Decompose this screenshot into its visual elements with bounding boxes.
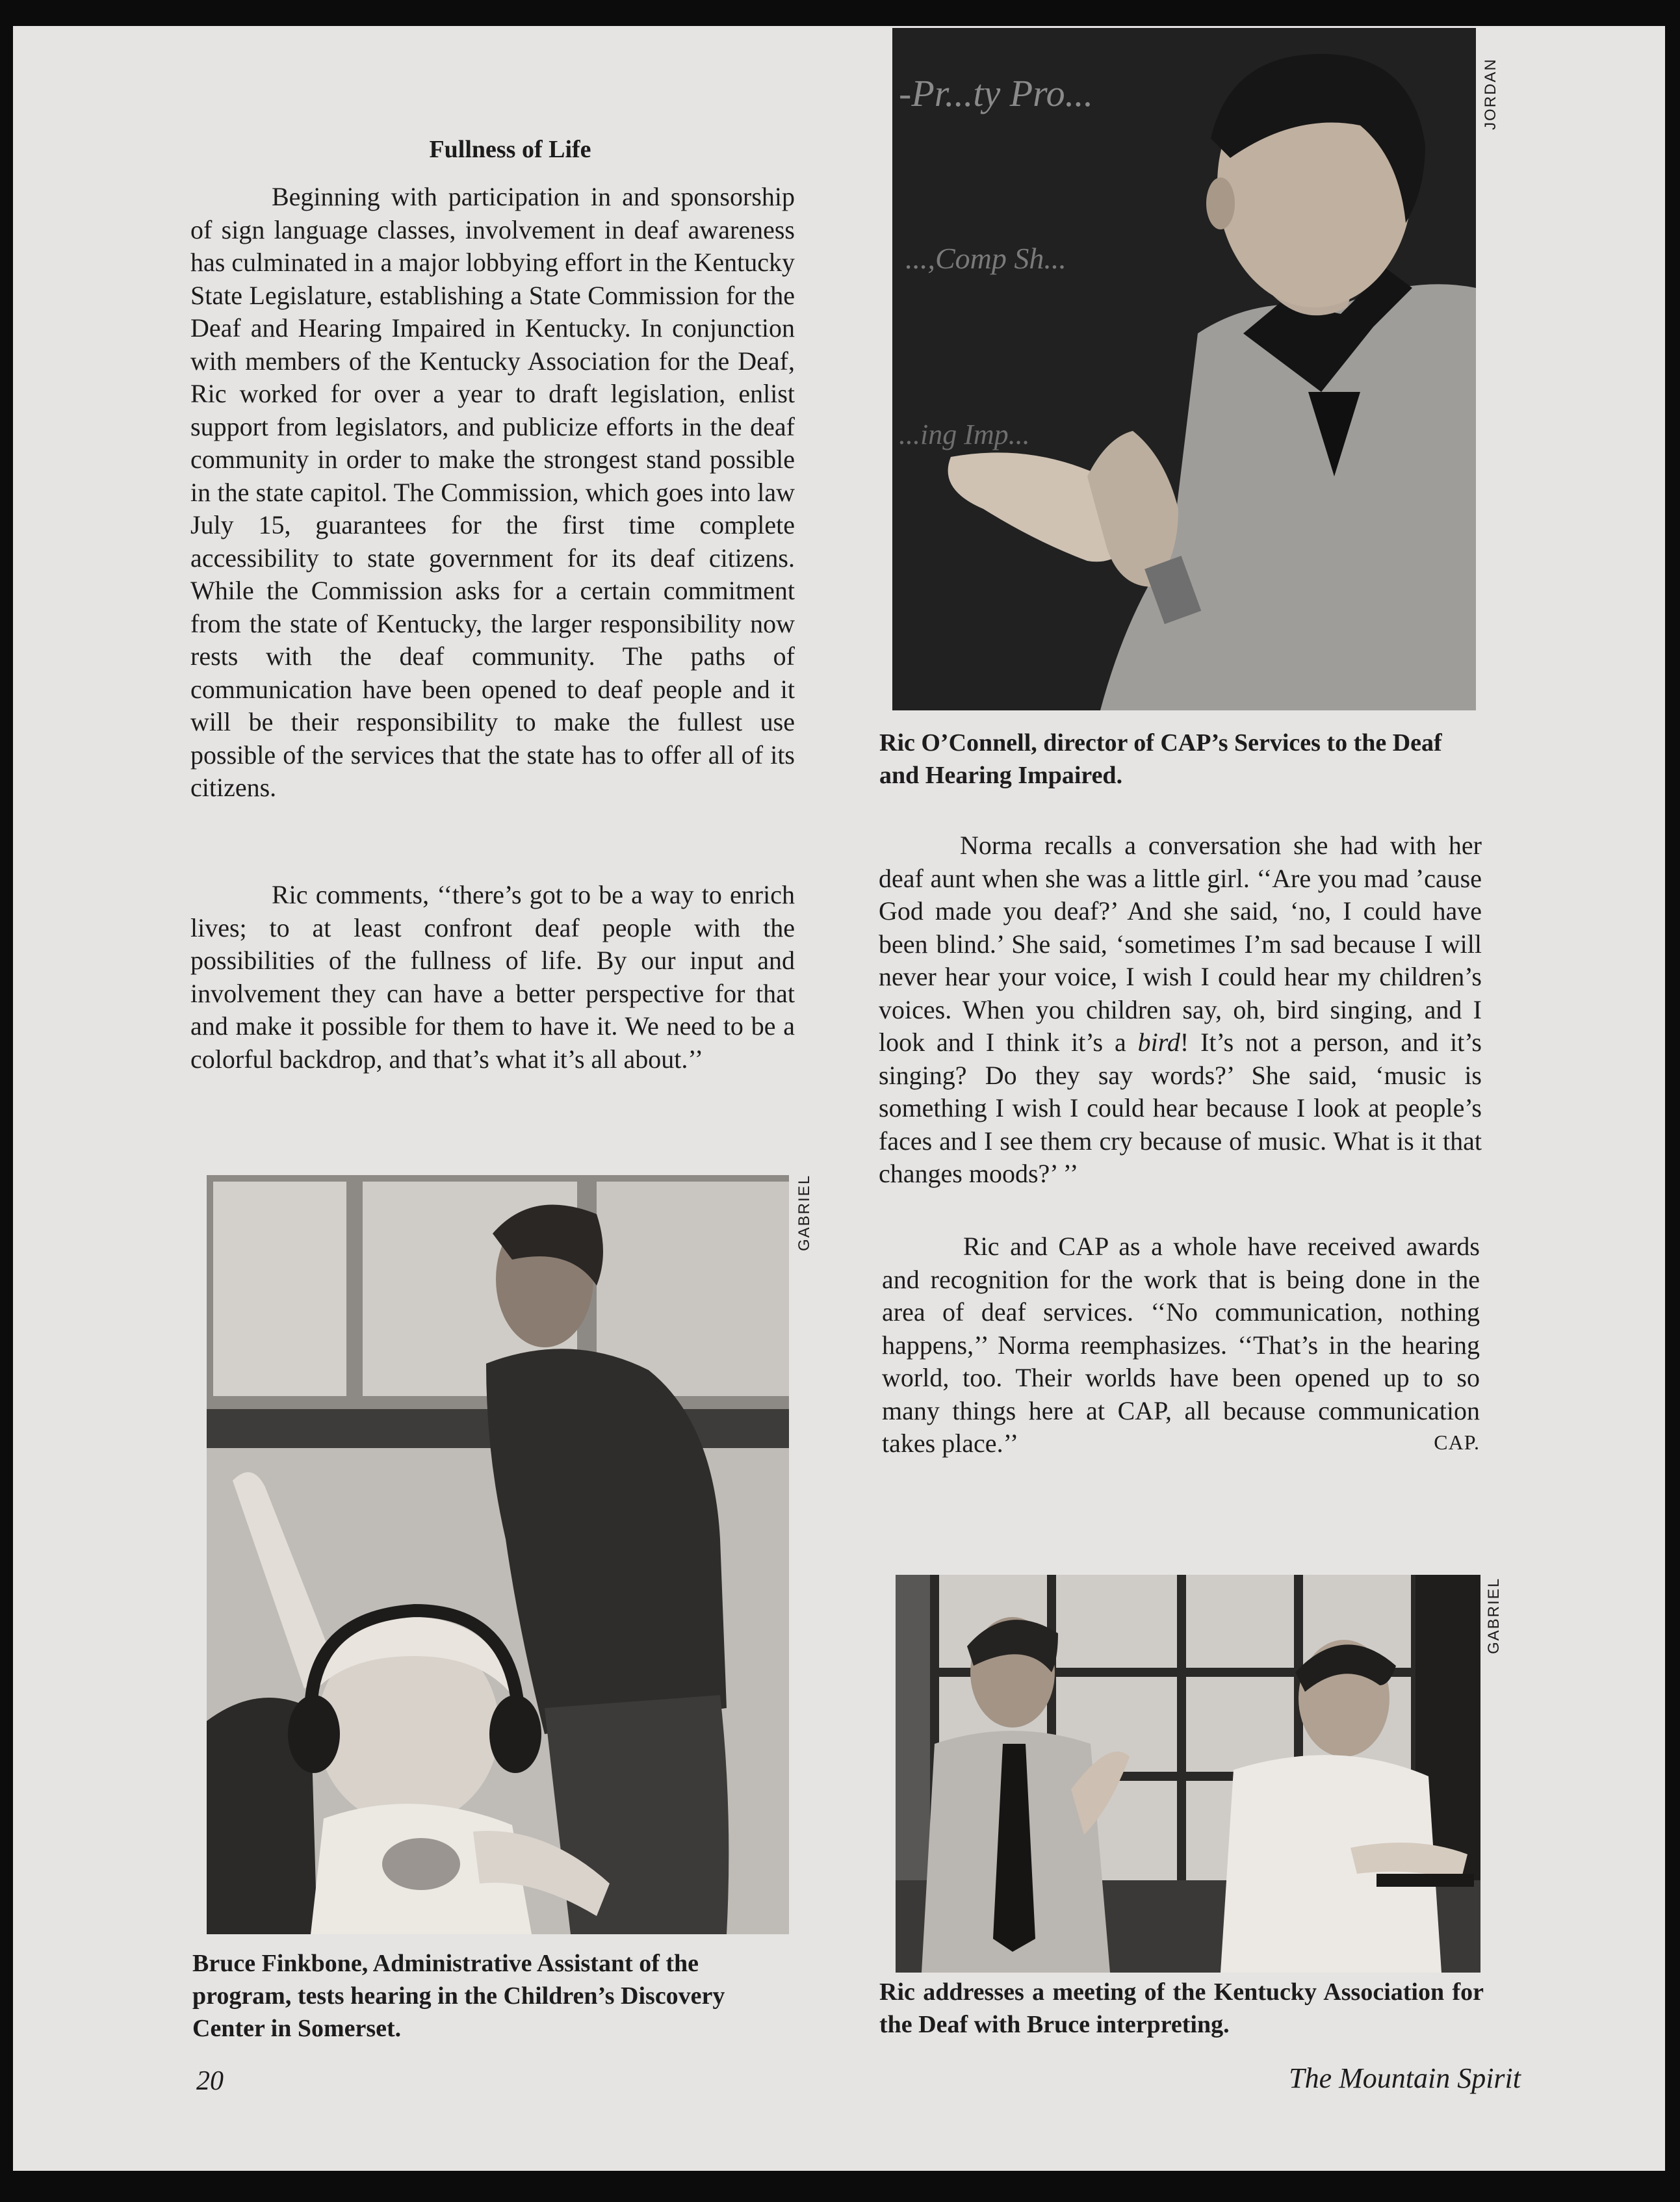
- chalk-writing: ...,Comp Sh...: [905, 242, 1066, 275]
- chalk-writing: ...ing Imp...: [899, 419, 1030, 450]
- caption-meeting: Ric addresses a meeting of the Kentucky Association for the Deaf with Bruce interpreting.: [879, 1978, 1484, 2038]
- right-column-paragraph-2: [882, 1230, 1480, 1460]
- photo-illustration: [892, 28, 1476, 710]
- paragraph: Ric and CAP as a whole have received awards and recognition for the work that is being done in the area of deaf services. ‘‘No communication, nothing happens,’’ Norma reemphasizes. ‘‘That’s in the hearing world, too. Their worlds have been opened up to so many things here at CAP, all because communication takes place.’’: [882, 1232, 1480, 1458]
- photo-credit-top: JORDAN: [1482, 58, 1499, 130]
- right-column-paragraph-1: [879, 829, 1482, 1191]
- paragraph: Norma recalls a conversation she had with her deaf aunt when she was a little girl. ‘‘Are you mad ’cause God made you deaf?’ And she said, ‘no, I could have been blind.’ She said, ‘sometimes I’m sad because I will never hear your voice, I wish I could hear my children’s voices. When you children say, oh, bird singing, and I look and I think it’s a bird! It’s not a person, and it’s singing? Do they say words?’ She said, ‘music is something I wish I could hear because I look at people’s faces and I see them cry because of music. What is it that changes moods?’ ’’: [879, 831, 1482, 1188]
- page-number: 20: [196, 2066, 224, 2096]
- left-column-paragraph-2: [190, 879, 795, 1076]
- chalk-writing: -Pr...ty Pro...: [899, 72, 1094, 114]
- photo-credit-left: GABRIEL: [795, 1174, 813, 1251]
- photo-ric-oconnell: [892, 28, 1476, 710]
- photo-illustration: [207, 1175, 789, 1934]
- emphasis: bird: [1137, 1028, 1180, 1057]
- paragraph: Beginning with participation in and sponsorship of sign language classes, involvement in deaf awareness has culminated in a major lobbying effort in the Kentucky State Legislature, establishing a State Commission for the Deaf and Hearing Impaired in Kentucky. In conjunction with members of the Kentucky Association for the Deaf, Ric worked for over a year to draft legislation, enlist support from legislators, and publicize efforts in the deaf community in order to make the strongest stand possible in the state capitol. The Commission, which goes into law July 15, guarantees for the first time complete accessibility to state government for its deaf citizens. While the Commission asks for a certain commitment from the state of Kentucky, the larger responsibility now rests with the deaf community. The paths of communication have been opened to deaf people and it will be their responsibility to make the fullest use possible of the services that the state has to offer all of its citizens.: [190, 182, 795, 802]
- caption-bruce-finkbone: Bruce Finkbone, Administrative Assistant of the program, tests hearing in the Children’s Discovery Center in Somerset.: [192, 1950, 725, 2042]
- photo-meeting: [896, 1575, 1480, 1973]
- section-heading: Fullness of Life: [429, 136, 591, 163]
- article-signoff: CAP.: [1434, 1431, 1480, 1454]
- photo-credit-right: GABRIEL: [1485, 1577, 1503, 1654]
- photo-illustration: [896, 1575, 1480, 1973]
- paragraph: Ric comments, ‘‘there’s got to be a way to enrich lives; to at least confront deaf people with the possibilities of the fullness of life. By our input and involvement they can have a better perspective for that and make it possible for them to have it. We need to be a colorful backdrop, and that’s what it’s all about.’’: [190, 880, 795, 1074]
- publication-title: The Mountain Spirit: [1289, 2062, 1521, 2094]
- photo-bruce-finkbone: [207, 1175, 789, 1934]
- left-column-paragraph-1: [190, 181, 795, 805]
- caption-ric-oconnell: Ric O’Connell, director of CAP’s Services to the Deaf and Hearing Impaired.: [879, 729, 1442, 789]
